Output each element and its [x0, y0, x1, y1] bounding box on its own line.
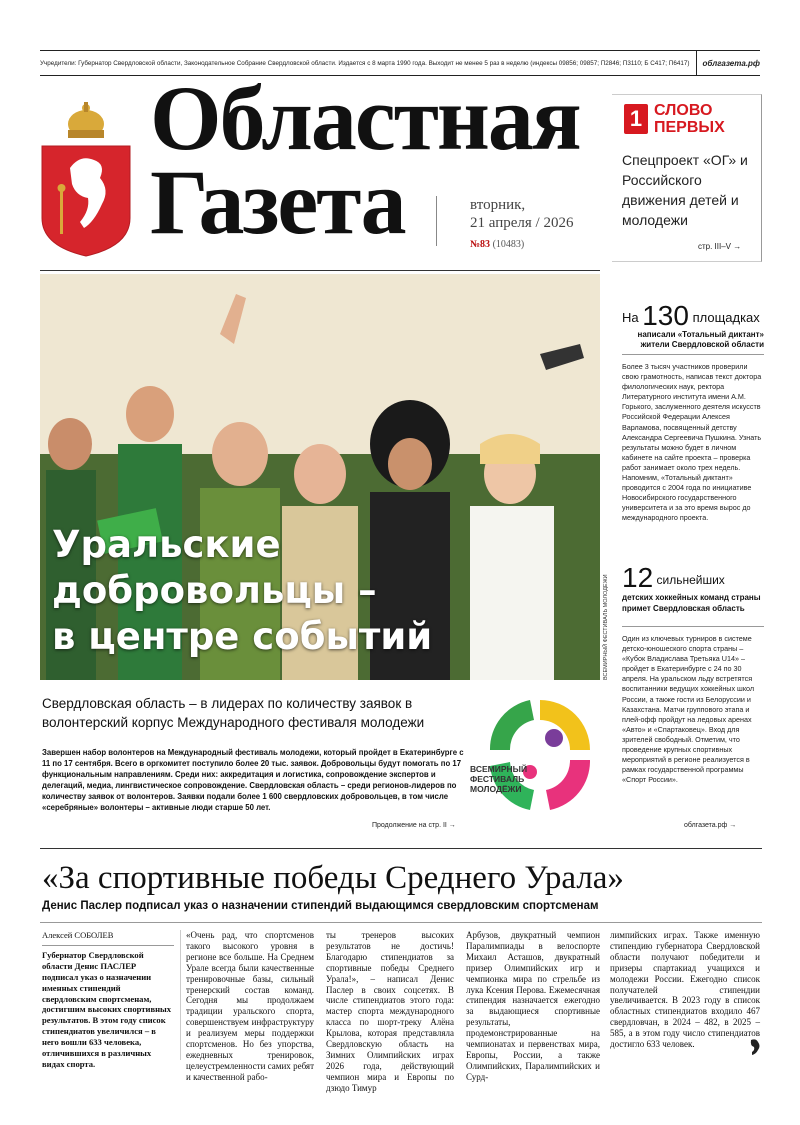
festival-logo-icon [470, 680, 610, 830]
article-column-1 [42, 930, 174, 1070]
dictation-post: площадках [688, 310, 760, 325]
article-title: «За спортивные победы Среднего Урала» [42, 860, 624, 896]
promo-logo-number: 1 [624, 104, 648, 134]
title-line-2: Газета [150, 151, 405, 253]
headline-line-2: добровольцы – [52, 569, 377, 612]
festival-logo-line-1: ВСЕМИРНЫЙ [470, 764, 528, 774]
festival-logo-text [470, 764, 527, 794]
sable-emblem-icon [748, 1038, 762, 1056]
article-subtitle: Денис Паслер подписал указ о назначении стипендий выдающимся свердловским спортсменам [42, 900, 599, 912]
issue-date [470, 196, 573, 254]
coat-of-arms-icon [40, 98, 132, 258]
lead-title: Свердловская область – в лидерах по количеству заявок в волонтерский корпус Международного фестиваля молодежи [42, 696, 425, 730]
photo-headline [52, 522, 432, 660]
dictation-headline [622, 300, 760, 332]
site-link-footer[interactable]: облгазета.рф → [684, 822, 737, 829]
promo-logo-text [654, 102, 725, 136]
headline-line-3: в центре событий [52, 615, 433, 658]
year: / 2026 [531, 215, 574, 231]
hockey-post: сильнейших [653, 573, 725, 587]
title-line-1: Областная [150, 67, 580, 169]
article-rule [40, 922, 762, 923]
hockey-headline [622, 562, 725, 594]
article-column-5: лимпийских играх. Также именную стипендию губернатора Свердловской области получают победители и призеры спартакиад учащихся и молодежи России. Ежегодно список получателей стипендии увеличивается. В 2023 году в список областных стипендиатов входило 467 свердловчан, в 2024 – 482, в 2025 – 585, а в этом году число стипендиатов достигло 633 человек. [610, 930, 760, 1050]
hockey-body: Один из ключевых турниров в системе детско-юношеского спорта страны – «Кубок Владислава Третьяка U14» – пройдет в Екатеринбурге с 24 по 30 апреля. На уральском льду встретятся воспитанники ведущих хоккейных школ России, а также гости из Белоруссии и Казахстана. Матчи группового этапа и плей-офф пройдут на ледовых аренах «Авто» и «Спартаковец». Вход для зрителей свободный. Отметим, что проведение крупных спортивных мероприятий в регионе реализуется в рамках государственной программы «Спорт России». [622, 634, 755, 785]
dictation-body: Более 3 тысяч участников проверили свою грамотность, написав текст доктора филологических наук, ректора Литературного института имени А.М. Горького, заслуженного деятеля искусств Российской Федерации Алексея Варламова, посвященный детству Александра Сергеевича Пушкина. Узнать результаты можно будет в личном кабинете на сайте проекта – проверка работ занимает около трех недель. Напомним, «Тотальный диктант» проводится с 2004 года по инициативе Новосибирского государственного университета и за это время вырос до международного проекта. [622, 362, 762, 523]
date: 21 апреля [470, 215, 532, 231]
site-link[interactable]: облгазета.рф [696, 51, 761, 76]
promo-logo-line-2: ПЕРВЫХ [654, 119, 725, 136]
date-divider [436, 196, 437, 246]
article-column-2: «Очень рад, что спортсменов такого высокого уровня в регионе все больше. На Среднем Урале всегда были качественные тренировочные базы, сильный тренерский состав команд. Сегодня мы продолжаем традиции уральского спорта, совершенствуем инфраструктуру и реализуем меры поддержки спортсменов. Но без упорства, ежедневных тренировок, целеустремленности самих ребят и качественной рабо- [186, 930, 314, 1082]
divider [622, 626, 764, 627]
continued-link[interactable]: Продолжение на стр. II → [372, 822, 456, 829]
article-column-4: Арбузов, двукратный чемпион Паралимпиады в велоспорте Михаил Асташов, двукратный призер Олимпийских игр и чемпионка мира по стрельбе из лука Ксения Перова. Ежемесячная стипендия назначается ежегодно за выдающиеся спортивные результаты, продемонстрированные на чемпионатах и первенствах мира, Европы, России, а также Олимпийских, Паралимпийских и Сурд- [466, 930, 600, 1082]
founders-text: Учредители: Губернатор Свердловской области, Законодательное Собрание Свердловской области. Издается с 8 марта 1990 года. Выходит не менее 5 раз в неделю (индексы 09856; 09857; П2846; П3110; Б С417; П6417) [40, 60, 690, 67]
issue-number: №83 [470, 239, 491, 250]
photo-credit: ВСЕМИРНЫЙ ФЕСТИВАЛЬ МОЛОДЕЖИ [603, 574, 609, 680]
article-intro: Губернатор Свердловской области Денис ПАСЛЕР подписал указ о назначении именных стипендий свердловским спортсменам, достигшим высоких спортивных результатов. В этом году список стипендиатов увеличился – в него вошли 633 человека, отличившихся в различных видах спорта. [42, 949, 172, 1069]
festival-logo-line-3: МОЛОДЁЖИ [470, 784, 522, 794]
headline-line-1: Уральские [52, 523, 281, 566]
author-name: Алексей СОБОЛЕВ [42, 930, 174, 946]
weekday: вторник, [470, 197, 526, 213]
promo-logo-line-1: СЛОВО [654, 102, 713, 119]
dictation-pre: На [622, 310, 643, 325]
hockey-number: 12 [622, 562, 654, 593]
masthead-rule [40, 270, 600, 271]
issue-total: (10483) [490, 239, 525, 250]
column-divider [180, 930, 181, 1060]
dictation-number: 130 [642, 300, 689, 331]
hockey-subtitle: детских хоккейных команд страны примет Свердловская область [622, 593, 761, 613]
article-column-3: ты тренеров высоких результатов не достичь! Благодарю стипендиатов за спортивные победы Среднего Урала!», – написал Денис Паслер в своих соцсетях. В числе стипендиатов этого года: мастер спорта международного класса по шорт-треку Алёна Крылова, которая представляла Свердловскую область на Зимних Олимпийских играх 2026 года, действующий чемпион мира и Европы по дзюдо Тимур [326, 930, 454, 1093]
festival-logo-line-2: ФЕСТИВАЛЬ [470, 774, 525, 784]
divider [622, 354, 764, 355]
lead-body: Завершен набор волонтеров на Международный фестиваль молодежи, который пройдет в Екатеринбурге с 11 по 17 сентября. Всего в оргкомитет поступило более 20 тыс. заявок. Добровольцы будут помогать по 17 функциональным направлениям. Среди них: аккредитация и логистика, сопровождение экспертов и делегаций, медиа, лингвистическое сопровождение. Свердловская область – среди регионов-лидеров по количеству заявок от волонтеров. Заявки подали более 1 600 свердловских добровольцев, в том числе «серебряные» волонтеры – активные люди старше 50 лет. [42, 748, 464, 812]
promo-pages-link[interactable]: стр. III–V → [698, 242, 742, 251]
promo-description: Спецпроект «ОГ» и Российского движения детей и молодежи [622, 152, 748, 228]
section-rule [40, 848, 762, 849]
dictation-subtitle: написали «Тотальный диктант» жители Свердловской области [637, 330, 764, 349]
